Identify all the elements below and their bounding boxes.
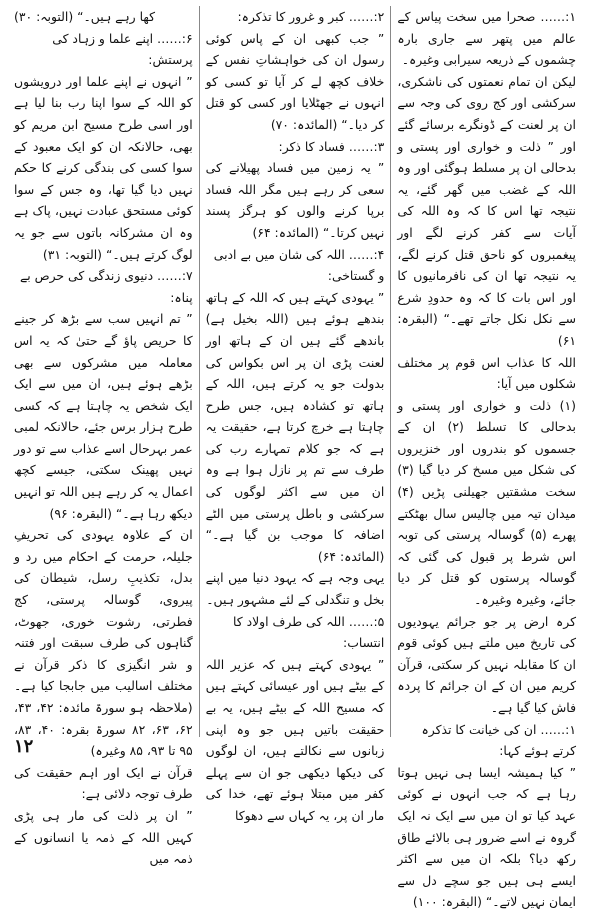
verse-reference: کھا رہے ہیں۔“ (التوبہ: ۳۰) [13, 9, 155, 24]
text-column-right [391, 6, 582, 910]
section-heading: ۱:…… ان کی خیانت کا تذکرہ کرتے ہوئے کہا: [421, 721, 576, 759]
paragraph: ” کیا ہمیشہ ایسا ہی نہیں ہوتا رہا ہے کہ جب انہوں نے کوئی عہد کیا تو ان میں سے ایک نہ ایک گروہ نے اسے ضرور ہی بالائے طاق رکھ دیا؟ بلکہ ان میں سے اکثر ایسے ہی ہیں جو سچے دل سے ایمان نہیں لاتے۔“ (البقرہ: ۱۰۰) [397, 764, 576, 910]
section-heading: ۷:…… دنیوی زندگی کی حرص بے پناہ: [19, 268, 193, 305]
paragraph: ” یہودی کہتے ہیں کہ عزیر اللہ کے بیٹے ہیں اور عیسائی کہتے ہیں کہ مسیح اللہ کے بیٹے ہیں، یہ بے حقیقت باتیں ہیں جو وہ اپنی زبانوں سے نکالتے ہیں، ان لوگوں کی دیکھا دیکھی جو ان سے پہلے کفر میں مبتلا ہوئے تھے، خدا کی مار ان پر، یہ کہاں سے دھوکا [205, 656, 385, 823]
paragraph: ” جب کبھی ان کے پاس کوئی رسول ان کی خواہشاتِ نفس کے خلاف کچھ لے کر آیا تو کسی کو انہوں نے جھٹلایا اور کسی کو قتل کر دیا۔“ (المائدہ: ۷۰) [205, 30, 385, 132]
section-heading: ۳:…… فساد کا ذکر: [278, 138, 385, 154]
section-heading: ۵:…… اللہ کی طرف اولاد کا انتساب: [232, 613, 385, 651]
paragraph: ” انہوں نے اپنے علما اور درویشوں کو اللہ کے سوا اپنا رب بنا لیا ہے اور اسی طرح مسیح ابن مریم کو بھی، حالانکہ ان کو ایک معبود کے سوا کسی کی بندگی کرنے کا حکم نہیں دیا گیا تھا، وہ جس کے سوا کوئی مستحق عبادت نہیں، پاک ہے وہ ان مشرکانہ باتوں سے جو یہ لوگ کرتے ہیں۔“ (التوبہ: ۳۱) [13, 73, 193, 262]
paragraph: ” یہ زمین میں فساد پھیلانے کی سعی کر رہے ہیں مگر اللہ فساد برپا کرنے والوں کو ہرگز پسند نہیں کرتا۔“ (المائدہ: ۶۴) [205, 160, 385, 240]
paragraph: قرآن نے ایک اور اہم حقیقت کی طرف توجہ دلائی ہے: [13, 764, 193, 802]
section-heading: ۶:…… اپنے علما و زہاد کی پرستش: [52, 30, 193, 68]
section-heading: ۴:…… اللہ کی شان میں بے ادبی و گستاخی: [213, 246, 385, 284]
paragraph: اللہ کا عذاب اس قوم پر مختلف شکلوں میں آیا: [397, 354, 576, 392]
section-heading: ۲:…… کبر و غرور کا تذکرہ: [237, 9, 385, 24]
paragraph: کرہ ارض پر جو جرائم یہودیوں کی تاریخ میں ملتے ہیں کوئی قوم ان کا مقابلہ نہیں کر سکتی، قرآن کریم میں ان کے ان جرائم کا پردہ فاش کیا گیا ہے۔ [397, 613, 576, 715]
paragraph: یہی وجہ ہے کہ یہود دنیا میں اپنے بخل و تنگدلی کے لئے مشہور ہیں۔ [205, 570, 385, 608]
paragraph: ۱:…… صحرا میں سخت پیاس کے عالم میں پتھر سے جاری بارہ چشموں کے ذریعہ سیرابی وغیرہ۔ [397, 9, 576, 68]
paragraph: ” تم انہیں سب سے بڑھ کر جینے کا حریص پاؤ گے حتیٰ کہ یہ اس معاملہ میں مشرکوں سے بھی بڑھے ہوئے ہیں، ان میں سے ایک ایک شخص یہ چاہتا ہے کہ کسی طرح ہزار برس جئے، حالانکہ لمبی عمر بہرحال اسے عذاب سے تو دور نہیں پھینک سکتی، جیسے کچھ اعمال یہ کر رہے ہیں اللہ تو انہیں دیکھ رہا ہے۔“ (البقرہ: ۹۶) [13, 311, 193, 521]
paragraph: ” یہودی کہتے ہیں کہ اللہ کے ہاتھ بندھے ہوئے ہیں (اللہ بخیل ہے) باندھے گئے ہیں ان کے ہاتھ اور لعنت پڑی ان پر اس بکواس کی بدولت جو یہ کرتے ہیں، اللہ کے ہاتھ تو کشادہ ہیں، جس طرح چاہتا ہے خرچ کرتا ہے، حقیقت یہ ہے کہ جو کلام تمہارے رب کی طرف سے تم پر نازل ہوا ہے وہ ان میں سے اکثر لوگوں کی سرکشی و باطل پرستی میں الٹے اضافہ کا موجب بن گیا ہے۔“ (المائدہ: ۶۴) [205, 289, 385, 564]
paragraph: لیکن ان تمام نعمتوں کی ناشکری، سرکشی اور کج روی کی وجہ سے ان پر لعنت کے ڈونگرے برسائے گئے اور ” ذلت و خواری اور پستی و بدحالی ان پر مسلط ہوگئی اور وہ اللہ کے غضب میں گھر گئے، یہ نتیجہ تھا اس کا کہ وہ اللہ کی آیات سے کفر کرنے لگے اور پیغمبروں کو ناحق قتل کرنے لگے، یہ نتیجہ تھا ان کی نافرمانیوں کا اور اس بات کا کہ وہ حدودِ شرع سے نکل نکل جاتے تھے۔“ (البقرہ: ۶۱) [397, 73, 576, 348]
text-column-middle [200, 6, 392, 823]
paragraph: ان کے علاوہ یہودی کی تحریفِ جلیلہ، حرمت کے احکام میں رد و بدل، تکذیبِ رسل، شیطان کی پیروی، گوسالہ پرستی، کج فطرتی، رشوت خوری، جھوٹ، گناہوں کی طرف سبقت اور فتنہ و شر انگیزی کا ذکر قرآن نے مختلف اسالیب میں جابجا کیا ہے۔ (ملاحظہ ہو سورۃ مائدہ: ۴۲، ۴۳، ۶۲، ۶۳، ۸۲ سورۃ بقرہ: ۴۰، ۸۳، ۹۵ تا ۹۳، ۸۵ وغیرہ) [13, 527, 193, 759]
paragraph: (۱) ذلت و خواری اور پستی و بدحالی کا تسلط (۲) ان کے جسموں کو بندروں اور خنزیروں کی شکل میں مسخ کر دیا گیا (۳) سخت مشقتیں جھیلنی پڑیں (۴) میدان تیہ میں چالیس سال بھٹکتے پھرے (۵) گوسالہ پرستی کی توبہ اس شرط پر قبول کی گئی کہ گوسالہ پرستوں کو قتل کر دیا جائے، وغیرہ وغیرہ۔ [397, 397, 576, 608]
paragraph: ” ان پر ذلت کی مار ہی پڑی کہیں اللہ کے ذمہ یا انسانوں کے ذمہ میں [13, 807, 193, 867]
page-number: ۱۲ [14, 736, 34, 757]
